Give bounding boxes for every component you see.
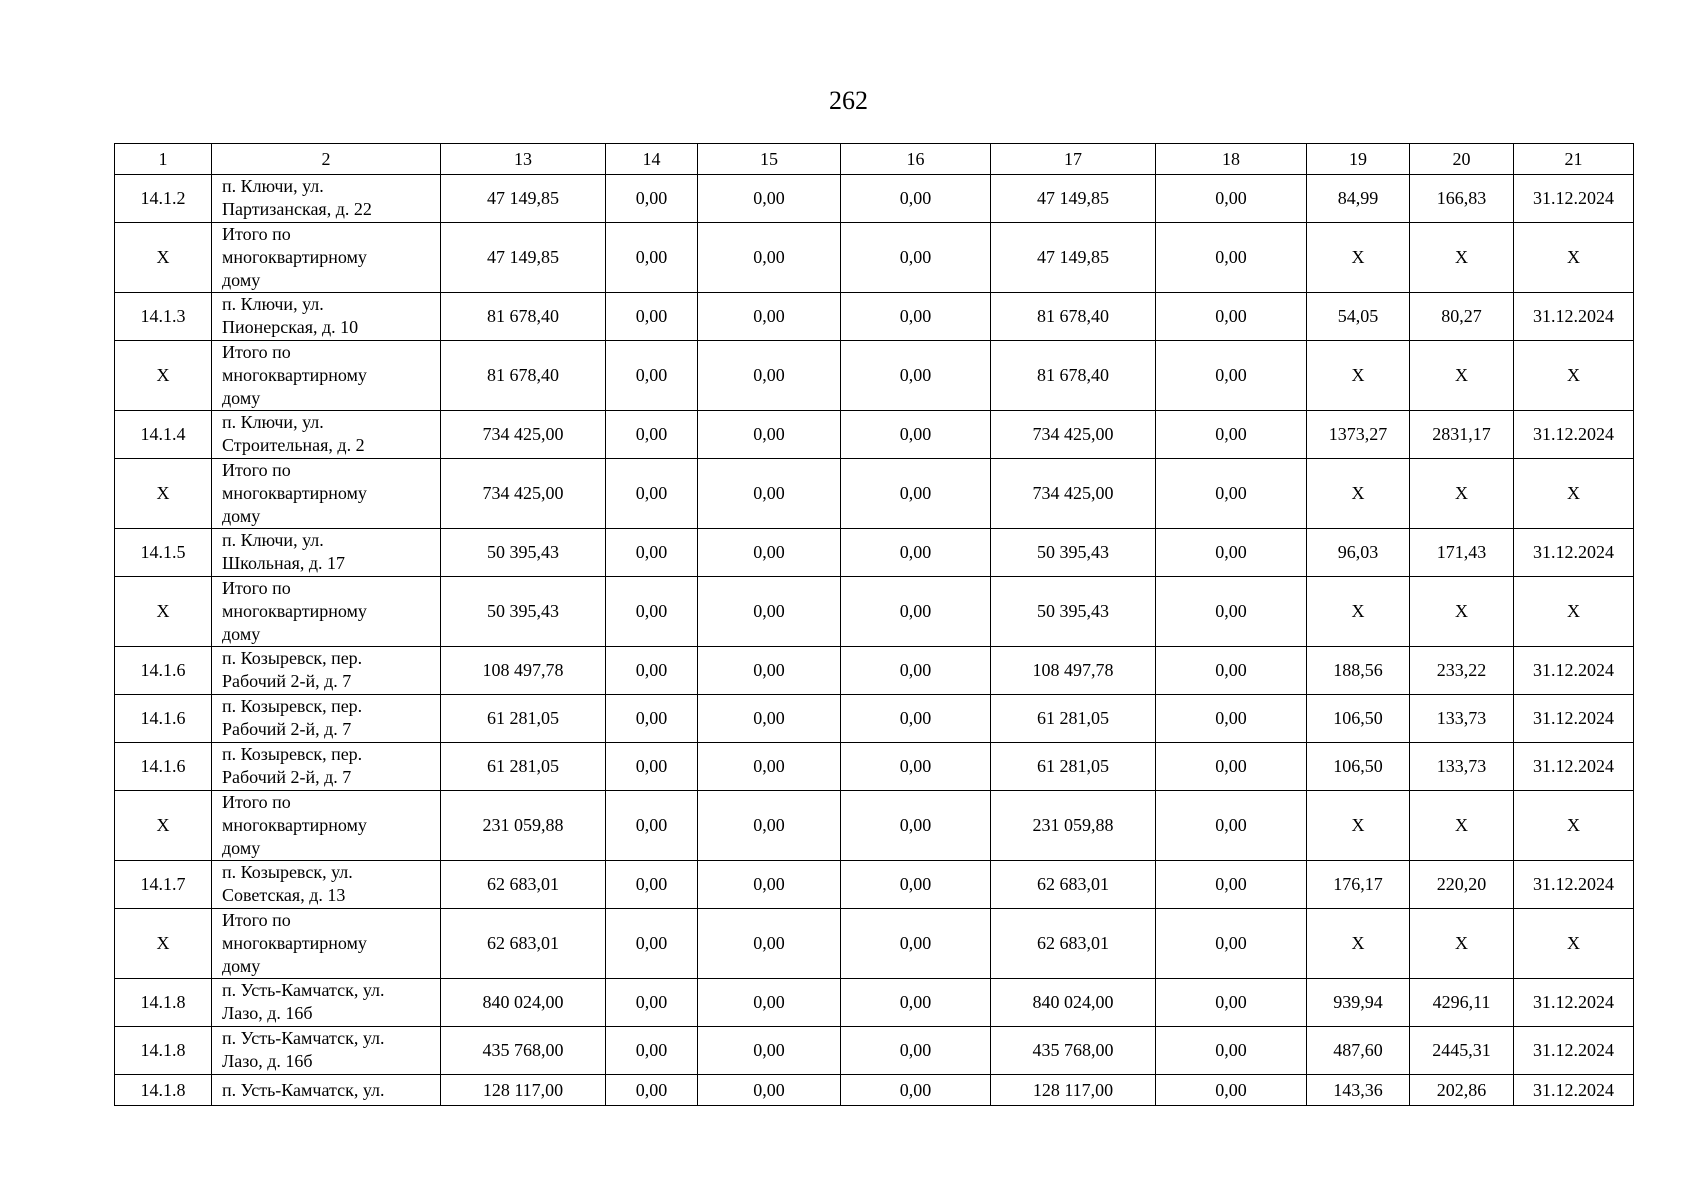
- cell-21: 31.12.2024: [1514, 861, 1634, 909]
- cell-14: 0,00: [606, 577, 698, 647]
- cell-19: 106,50: [1307, 743, 1410, 791]
- table-row: [115, 743, 1634, 791]
- cell-21: 31.12.2024: [1514, 293, 1634, 341]
- cell-15: 0,00: [698, 979, 841, 1027]
- row-id: 14.1.8: [115, 1027, 212, 1075]
- cell-20: X: [1410, 341, 1514, 411]
- cell-16: 0,00: [841, 743, 991, 791]
- row-id: X: [115, 459, 212, 529]
- cell-21: X: [1514, 459, 1634, 529]
- cell-13: 50 395,43: [441, 577, 606, 647]
- address-line: п. Козыревск, пер.: [222, 648, 363, 668]
- address-line: дому: [222, 506, 261, 526]
- page-number: 262: [829, 86, 868, 115]
- cell-19: 1373,27: [1307, 411, 1410, 459]
- cell-19: X: [1307, 577, 1410, 647]
- cell-17: 61 281,05: [991, 695, 1156, 743]
- address-line: дому: [222, 956, 261, 976]
- address-cell: [212, 341, 441, 411]
- row-id: X: [115, 791, 212, 861]
- column-header: 20: [1410, 144, 1514, 175]
- cell-21: X: [1514, 341, 1634, 411]
- cell-19: X: [1307, 909, 1410, 979]
- cell-16: 0,00: [841, 529, 991, 577]
- cell-20: 166,83: [1410, 175, 1514, 223]
- row-id: X: [115, 341, 212, 411]
- cell-17: 61 281,05: [991, 743, 1156, 791]
- cell-18: 0,00: [1156, 341, 1307, 411]
- row-id: 14.1.8: [115, 1075, 212, 1106]
- cell-21: X: [1514, 577, 1634, 647]
- cell-18: 0,00: [1156, 529, 1307, 577]
- address-cell: [212, 175, 441, 223]
- cell-15: 0,00: [698, 175, 841, 223]
- cell-21: X: [1514, 223, 1634, 293]
- table-row-total: [115, 791, 1634, 861]
- cell-17: 840 024,00: [991, 979, 1156, 1027]
- cell-15: 0,00: [698, 1075, 841, 1106]
- cell-13: 81 678,40: [441, 341, 606, 411]
- column-header: 19: [1307, 144, 1410, 175]
- address-line: многоквартирному: [222, 815, 367, 835]
- cell-14: 0,00: [606, 1075, 698, 1106]
- cell-15: 0,00: [698, 223, 841, 293]
- address-cell: [212, 223, 441, 293]
- cell-16: 0,00: [841, 411, 991, 459]
- address-line: Пионерская, д. 10: [222, 317, 359, 337]
- cell-20: 2445,31: [1410, 1027, 1514, 1075]
- cell-14: 0,00: [606, 459, 698, 529]
- cell-20: 133,73: [1410, 743, 1514, 791]
- cell-18: 0,00: [1156, 647, 1307, 695]
- address-line: Рабочий 2-й, д. 7: [222, 767, 352, 787]
- cell-19: 106,50: [1307, 695, 1410, 743]
- cell-13: 62 683,01: [441, 861, 606, 909]
- cell-14: 0,00: [606, 647, 698, 695]
- cell-17: 81 678,40: [991, 341, 1156, 411]
- data-table: [114, 143, 1634, 1106]
- address-line: п. Козыревск, ул.: [222, 862, 353, 882]
- cell-19: X: [1307, 791, 1410, 861]
- cell-13: 231 059,88: [441, 791, 606, 861]
- cell-19: 188,56: [1307, 647, 1410, 695]
- cell-16: 0,00: [841, 861, 991, 909]
- cell-17: 50 395,43: [991, 577, 1156, 647]
- row-id: 14.1.5: [115, 529, 212, 577]
- cell-21: 31.12.2024: [1514, 647, 1634, 695]
- address-line: п. Усть-Камчатск, ул.: [222, 1079, 385, 1100]
- cell-19: X: [1307, 459, 1410, 529]
- cell-20: 2831,17: [1410, 411, 1514, 459]
- cell-15: 0,00: [698, 909, 841, 979]
- cell-18: 0,00: [1156, 909, 1307, 979]
- cell-15: 0,00: [698, 341, 841, 411]
- cell-14: 0,00: [606, 341, 698, 411]
- cell-17: 81 678,40: [991, 293, 1156, 341]
- row-id: 14.1.7: [115, 861, 212, 909]
- address-line: п. Козыревск, пер.: [222, 696, 363, 716]
- cell-15: 0,00: [698, 647, 841, 695]
- address-line: многоквартирному: [222, 933, 367, 953]
- address-line: Лазо, д. 16б: [222, 1051, 313, 1071]
- cell-16: 0,00: [841, 647, 991, 695]
- cell-17: 108 497,78: [991, 647, 1156, 695]
- address-line: п. Усть-Камчатск, ул.: [222, 1028, 385, 1048]
- row-id: 14.1.4: [115, 411, 212, 459]
- address-line: п. Ключи, ул.: [222, 412, 324, 432]
- row-id: X: [115, 223, 212, 293]
- cell-21: X: [1514, 909, 1634, 979]
- cell-21: X: [1514, 791, 1634, 861]
- address-line: Итого по: [222, 224, 291, 244]
- cell-14: 0,00: [606, 979, 698, 1027]
- address-line: Лазо, д. 16б: [222, 1003, 313, 1023]
- address-cell: [212, 791, 441, 861]
- table-body: [115, 175, 1634, 1106]
- cell-20: X: [1410, 223, 1514, 293]
- cell-15: 0,00: [698, 791, 841, 861]
- address-cell: [212, 647, 441, 695]
- address-line: многоквартирному: [222, 601, 367, 621]
- cell-16: 0,00: [841, 909, 991, 979]
- cell-21: 31.12.2024: [1514, 743, 1634, 791]
- cell-15: 0,00: [698, 529, 841, 577]
- table-row-total: [115, 909, 1634, 979]
- cell-13: 61 281,05: [441, 743, 606, 791]
- cell-16: 0,00: [841, 695, 991, 743]
- cell-17: 734 425,00: [991, 459, 1156, 529]
- address-cell: [212, 861, 441, 909]
- cell-21: 31.12.2024: [1514, 1027, 1634, 1075]
- column-header: 1: [115, 144, 212, 175]
- cell-14: 0,00: [606, 791, 698, 861]
- address-line: Итого по: [222, 342, 291, 362]
- address-line: Рабочий 2-й, д. 7: [222, 719, 352, 739]
- cell-17: 62 683,01: [991, 861, 1156, 909]
- cell-14: 0,00: [606, 529, 698, 577]
- cell-19: 487,60: [1307, 1027, 1410, 1075]
- row-id: 14.1.2: [115, 175, 212, 223]
- cell-19: 939,94: [1307, 979, 1410, 1027]
- cell-13: 62 683,01: [441, 909, 606, 979]
- cell-18: 0,00: [1156, 1075, 1307, 1106]
- address-line: Итого по: [222, 910, 291, 930]
- address-line: п. Ключи, ул.: [222, 530, 324, 550]
- table-row: [115, 1027, 1634, 1075]
- cell-15: 0,00: [698, 743, 841, 791]
- cell-21: 31.12.2024: [1514, 411, 1634, 459]
- table-row-total: [115, 577, 1634, 647]
- address-line: Школьная, д. 17: [222, 553, 346, 573]
- cell-20: X: [1410, 909, 1514, 979]
- cell-20: 171,43: [1410, 529, 1514, 577]
- address-line: п. Козыревск, пер.: [222, 744, 363, 764]
- table-row: [115, 529, 1634, 577]
- row-id: 14.1.8: [115, 979, 212, 1027]
- row-id: X: [115, 577, 212, 647]
- cell-13: 734 425,00: [441, 411, 606, 459]
- table-row-total: [115, 223, 1634, 293]
- cell-16: 0,00: [841, 341, 991, 411]
- cell-16: 0,00: [841, 1027, 991, 1075]
- address-cell: [212, 293, 441, 341]
- cell-18: 0,00: [1156, 577, 1307, 647]
- cell-18: 0,00: [1156, 223, 1307, 293]
- table-row-total: [115, 459, 1634, 529]
- address-line: Итого по: [222, 792, 291, 812]
- cell-20: 202,86: [1410, 1075, 1514, 1106]
- address-cell: [212, 411, 441, 459]
- cell-17: 62 683,01: [991, 909, 1156, 979]
- cell-18: 0,00: [1156, 743, 1307, 791]
- header-row: [115, 144, 1634, 175]
- cell-13: 81 678,40: [441, 293, 606, 341]
- address-cell: [212, 459, 441, 529]
- table-row-total: [115, 341, 1634, 411]
- cell-14: 0,00: [606, 411, 698, 459]
- address-line: п. Ключи, ул.: [222, 176, 324, 196]
- address-line: Итого по: [222, 578, 291, 598]
- cell-14: 0,00: [606, 909, 698, 979]
- table-row: [115, 979, 1634, 1027]
- cell-16: 0,00: [841, 979, 991, 1027]
- cell-19: 54,05: [1307, 293, 1410, 341]
- address-cell: [212, 909, 441, 979]
- cell-16: 0,00: [841, 293, 991, 341]
- cell-16: 0,00: [841, 1075, 991, 1106]
- row-id: 14.1.6: [115, 647, 212, 695]
- cell-13: 128 117,00: [441, 1075, 606, 1106]
- row-id: 14.1.6: [115, 695, 212, 743]
- address-line: Рабочий 2-й, д. 7: [222, 671, 352, 691]
- row-id: 14.1.6: [115, 743, 212, 791]
- cell-13: 47 149,85: [441, 223, 606, 293]
- cell-16: 0,00: [841, 459, 991, 529]
- cell-13: 108 497,78: [441, 647, 606, 695]
- cell-17: 435 768,00: [991, 1027, 1156, 1075]
- column-header: 2: [212, 144, 441, 175]
- address-cell: [212, 529, 441, 577]
- address-line: многоквартирному: [222, 247, 367, 267]
- cell-17: 231 059,88: [991, 791, 1156, 861]
- cell-19: 84,99: [1307, 175, 1410, 223]
- table-row: [115, 1075, 1634, 1106]
- cell-21: 31.12.2024: [1514, 979, 1634, 1027]
- address-line: Партизанская, д. 22: [222, 199, 372, 219]
- cell-14: 0,00: [606, 1027, 698, 1075]
- address-line: п. Усть-Камчатск, ул.: [222, 980, 385, 1000]
- address-line: Строительная, д. 2: [222, 435, 365, 455]
- row-id: X: [115, 909, 212, 979]
- table-row: [115, 411, 1634, 459]
- cell-18: 0,00: [1156, 695, 1307, 743]
- address-cell: [212, 695, 441, 743]
- cell-18: 0,00: [1156, 791, 1307, 861]
- column-header: 16: [841, 144, 991, 175]
- cell-20: X: [1410, 791, 1514, 861]
- address-cell: [212, 1075, 441, 1106]
- cell-19: X: [1307, 341, 1410, 411]
- table-row: [115, 647, 1634, 695]
- row-id: 14.1.3: [115, 293, 212, 341]
- cell-15: 0,00: [698, 411, 841, 459]
- address-cell: [212, 1027, 441, 1075]
- cell-15: 0,00: [698, 577, 841, 647]
- cell-13: 734 425,00: [441, 459, 606, 529]
- cell-16: 0,00: [841, 175, 991, 223]
- cell-18: 0,00: [1156, 175, 1307, 223]
- address-line: п. Ключи, ул.: [222, 294, 324, 314]
- cell-15: 0,00: [698, 459, 841, 529]
- cell-17: 734 425,00: [991, 411, 1156, 459]
- cell-13: 61 281,05: [441, 695, 606, 743]
- cell-13: 50 395,43: [441, 529, 606, 577]
- address-cell: [212, 577, 441, 647]
- address-cell: [212, 743, 441, 791]
- table-row: [115, 175, 1634, 223]
- column-header: 14: [606, 144, 698, 175]
- address-cell: [212, 979, 441, 1027]
- cell-18: 0,00: [1156, 459, 1307, 529]
- address-line: многоквартирному: [222, 483, 367, 503]
- cell-13: 47 149,85: [441, 175, 606, 223]
- cell-16: 0,00: [841, 577, 991, 647]
- address-line: Итого по: [222, 460, 291, 480]
- column-header: 21: [1514, 144, 1634, 175]
- cell-17: 47 149,85: [991, 223, 1156, 293]
- cell-14: 0,00: [606, 695, 698, 743]
- cell-21: 31.12.2024: [1514, 1075, 1634, 1106]
- cell-19: 176,17: [1307, 861, 1410, 909]
- cell-14: 0,00: [606, 743, 698, 791]
- cell-14: 0,00: [606, 293, 698, 341]
- cell-19: 96,03: [1307, 529, 1410, 577]
- cell-17: 47 149,85: [991, 175, 1156, 223]
- cell-18: 0,00: [1156, 861, 1307, 909]
- cell-15: 0,00: [698, 293, 841, 341]
- cell-18: 0,00: [1156, 411, 1307, 459]
- cell-14: 0,00: [606, 175, 698, 223]
- address-line: дому: [222, 838, 261, 858]
- cell-21: 31.12.2024: [1514, 695, 1634, 743]
- cell-13: 840 024,00: [441, 979, 606, 1027]
- cell-20: 4296,11: [1410, 979, 1514, 1027]
- cell-18: 0,00: [1156, 293, 1307, 341]
- address-line: Советская, д. 13: [222, 885, 346, 905]
- cell-18: 0,00: [1156, 1027, 1307, 1075]
- address-line: многоквартирному: [222, 365, 367, 385]
- cell-19: 143,36: [1307, 1075, 1410, 1106]
- address-line: дому: [222, 624, 261, 644]
- cell-21: 31.12.2024: [1514, 175, 1634, 223]
- cell-17: 50 395,43: [991, 529, 1156, 577]
- cell-16: 0,00: [841, 791, 991, 861]
- column-header: 17: [991, 144, 1156, 175]
- cell-15: 0,00: [698, 861, 841, 909]
- cell-20: X: [1410, 577, 1514, 647]
- cell-20: 80,27: [1410, 293, 1514, 341]
- cell-20: 133,73: [1410, 695, 1514, 743]
- address-line: дому: [222, 270, 261, 290]
- cell-16: 0,00: [841, 223, 991, 293]
- table-row: [115, 695, 1634, 743]
- cell-20: 233,22: [1410, 647, 1514, 695]
- cell-15: 0,00: [698, 1027, 841, 1075]
- column-header: 18: [1156, 144, 1307, 175]
- cell-13: 435 768,00: [441, 1027, 606, 1075]
- cell-17: 128 117,00: [991, 1075, 1156, 1106]
- cell-15: 0,00: [698, 695, 841, 743]
- table-row: [115, 293, 1634, 341]
- cell-14: 0,00: [606, 223, 698, 293]
- column-header: 13: [441, 144, 606, 175]
- table-row: [115, 861, 1634, 909]
- cell-20: X: [1410, 459, 1514, 529]
- cell-20: 220,20: [1410, 861, 1514, 909]
- address-line: дому: [222, 388, 261, 408]
- cell-21: 31.12.2024: [1514, 529, 1634, 577]
- cell-19: X: [1307, 223, 1410, 293]
- cell-18: 0,00: [1156, 979, 1307, 1027]
- cell-14: 0,00: [606, 861, 698, 909]
- column-header: 15: [698, 144, 841, 175]
